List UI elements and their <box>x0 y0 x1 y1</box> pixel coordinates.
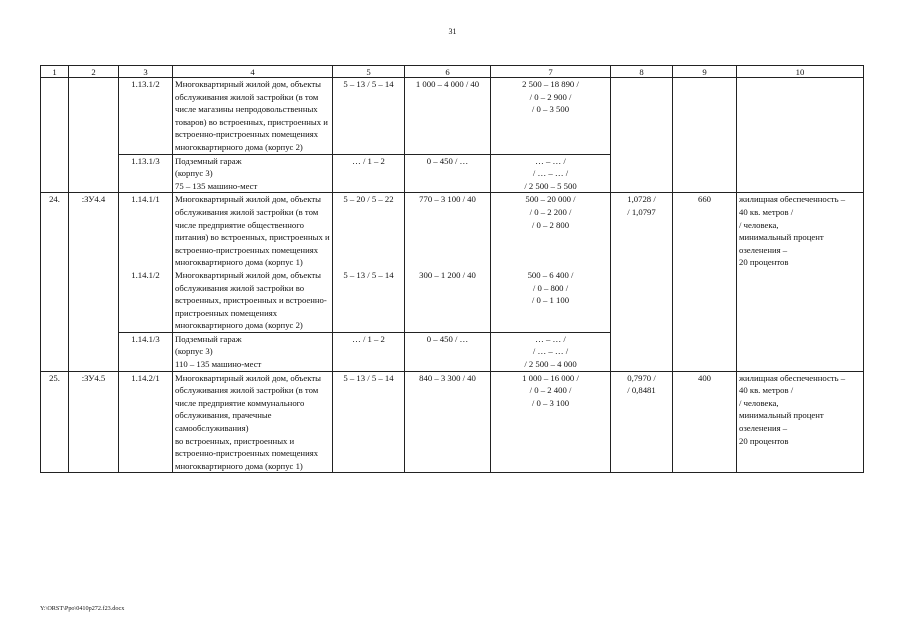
range-cell: 500 – 20 000 / / 0 – 2 200 / / 0 – 2 800 <box>491 193 611 269</box>
object-cell: Многоквартирный жилой дом, объекты обслуживания жилой застройки во встроенных, пристроенных и встроенно-пристроенных помещениях многоквартирного дома (корпус 2) <box>173 269 333 332</box>
header-cell: 8 <box>611 66 673 78</box>
table-row <box>41 193 864 269</box>
range-cell: 500 – 6 400 / / 0 – 800 / / 0 – 1 100 <box>491 269 611 332</box>
code-cell: 1.13.1/3 <box>119 154 173 193</box>
table-row <box>41 78 864 155</box>
indicator-8-cell: 0,7970 / / 0,8481 <box>611 371 673 473</box>
floors-cell: 5 – 13 / 5 – 14 <box>333 269 405 332</box>
object-cell: Подземный гараж (корпус 3) 75 – 135 машино-мест <box>173 154 333 193</box>
notes-cell <box>737 78 864 193</box>
header-cell: 4 <box>173 66 333 78</box>
code-cell: 1.13.1/2 <box>119 78 173 155</box>
object-cell: Подземный гараж (корпус 3) 110 – 135 машино-мест <box>173 332 333 371</box>
zone-cell <box>69 78 119 193</box>
notes-cell: жилищная обеспеченность – 40 кв. метров / / человека, минимальный процент озеленения – 20 процентов <box>737 371 864 473</box>
row-number-cell: 25. <box>41 371 69 473</box>
header-cell: 2 <box>69 66 119 78</box>
area-cell: 840 – 3 300 / 40 <box>405 371 491 473</box>
object-cell: Многоквартирный жилой дом, объекты обслуживания жилой застройки (в том числе предприятие коммунального обслуживания, прачечные самообслуживания) во встроенных, пристроенных и встроенно-пристроенных помещениях многоквартирного дома (корпус 1) <box>173 371 333 473</box>
footer-file-path: Y:\ORST\Ppo\0410p272.f23.docx <box>40 605 125 612</box>
floors-cell: 5 – 20 / 5 – 22 <box>333 193 405 269</box>
code-cell: 1.14.2/1 <box>119 371 173 473</box>
area-cell: 0 – 450 / … <box>405 332 491 371</box>
code-cell: 1.14.1/1 <box>119 193 173 269</box>
indicator-9-cell: 660 <box>673 193 737 371</box>
area-cell: 1 000 – 4 000 / 40 <box>405 78 491 155</box>
header-cell: 3 <box>119 66 173 78</box>
floors-cell: 5 – 13 / 5 – 14 <box>333 371 405 473</box>
floors-cell: … / 1 – 2 <box>333 154 405 193</box>
range-cell: 1 000 – 16 000 / / 0 – 2 400 / / 0 – 3 100 <box>491 371 611 473</box>
header-cell: 5 <box>333 66 405 78</box>
header-cell: 9 <box>673 66 737 78</box>
zone-cell: :ЗУ4.4 <box>69 193 119 371</box>
object-cell: Многоквартирный жилой дом, объекты обслуживания жилой застройки (в том числе магазины непродовольственных товаров) во встроенных, пристроенных и встроенно-пристроенных помещениях многоквартирного дома (корпус 2) <box>173 78 333 155</box>
area-cell: 300 – 1 200 / 40 <box>405 269 491 332</box>
indicator-9-cell: 400 <box>673 371 737 473</box>
header-cell: 10 <box>737 66 864 78</box>
page-number: 31 <box>448 27 457 36</box>
notes-cell: жилищная обеспеченность – 40 кв. метров / / человека, минимальный процент озеленения – 20 процентов <box>737 193 864 371</box>
area-cell: 0 – 450 / … <box>405 154 491 193</box>
indicator-8-cell: 1,0728 / / 1,0797 <box>611 193 673 371</box>
header-cell: 1 <box>41 66 69 78</box>
range-cell: … – … / / … – … / / 2 500 – 4 000 <box>491 332 611 371</box>
code-cell: 1.14.1/3 <box>119 332 173 371</box>
indicator-8-cell <box>611 78 673 193</box>
data-table <box>40 65 864 473</box>
zone-cell: :ЗУ4.5 <box>69 371 119 473</box>
row-number-cell: 24. <box>41 193 69 371</box>
range-cell: … – … / / … – … / / 2 500 – 5 500 <box>491 154 611 193</box>
indicator-9-cell <box>673 78 737 193</box>
range-cell: 2 500 – 18 890 / / 0 – 2 900 / / 0 – 3 500 <box>491 78 611 155</box>
area-cell: 770 – 3 100 / 40 <box>405 193 491 269</box>
floors-cell: … / 1 – 2 <box>333 332 405 371</box>
header-cell: 7 <box>491 66 611 78</box>
table-row <box>41 371 864 473</box>
floors-cell: 5 – 13 / 5 – 14 <box>333 78 405 155</box>
header-cell: 6 <box>405 66 491 78</box>
code-cell: 1.14.1/2 <box>119 269 173 332</box>
header-row <box>41 66 864 78</box>
row-number-cell <box>41 78 69 193</box>
object-cell: Многоквартирный жилой дом, объекты обслуживания жилой застройки (в том числе предприятие общественного питания) во встроенных, пристроенных и встроенно-пристроенных помещениях многоквартирного дома (корпус 1) <box>173 193 333 269</box>
